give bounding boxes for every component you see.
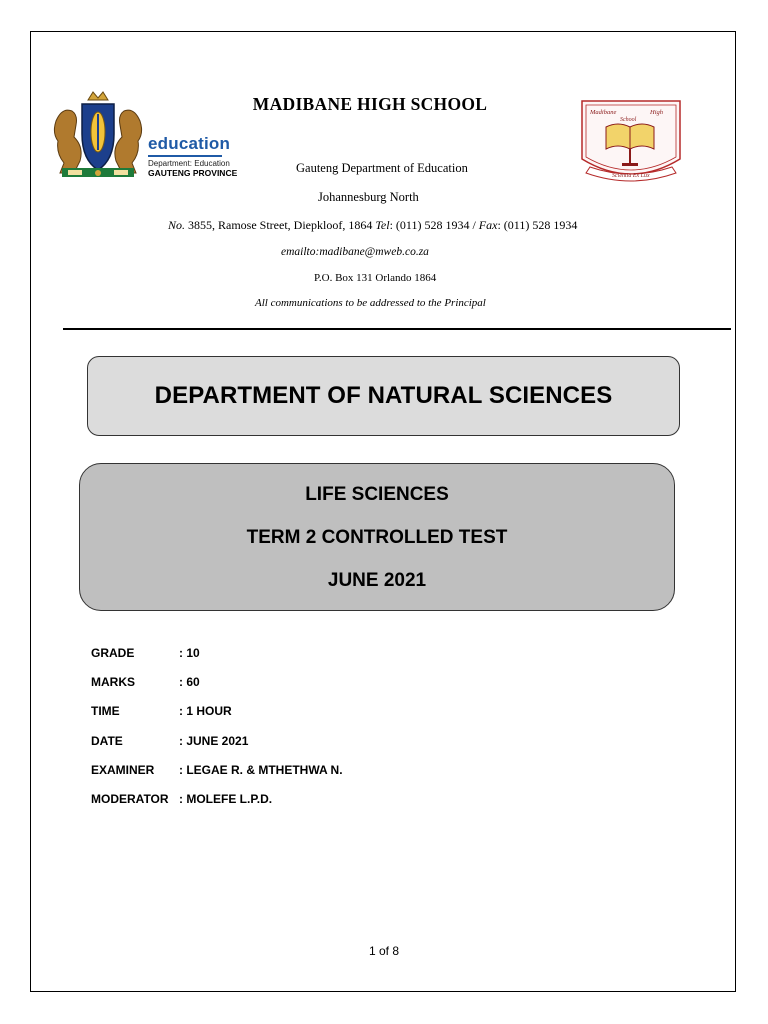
department-title: DEPARTMENT OF NATURAL SCIENCES (154, 382, 613, 409)
detail-label: MARKS (91, 675, 135, 690)
logo-underline (148, 155, 222, 157)
fax-number: : (011) 528 1934 (497, 218, 578, 232)
address-street: 3855, Ramose Street, Diepkloof, 1864 (185, 218, 376, 232)
detail-value: : 60 (179, 675, 200, 690)
logo-province: GAUTENG PROVINCE (148, 168, 238, 178)
svg-text:High: High (650, 109, 663, 116)
test-title-box (79, 463, 675, 611)
department-line: Gauteng Department of Education (296, 161, 468, 175)
page-number: 1 of 8 (368, 944, 400, 958)
crest-text (148, 134, 237, 178)
email-line[interactable]: emailto:madibane@mweb.co.za (281, 246, 429, 258)
test-title: TERM 2 CONTROLLED TEST (246, 527, 508, 548)
detail-value: : 10 (179, 646, 200, 660)
tel-label: Tel (375, 218, 390, 232)
svg-text:School: School (620, 117, 637, 123)
school-name: MADIBANE HIGH SCHOOL (252, 94, 488, 114)
fax-label: Fax (478, 218, 498, 232)
detail-label: MODERATOR (91, 791, 169, 806)
district-line: Johannesburg North (318, 190, 419, 204)
logo-word: education (148, 134, 231, 153)
department-title-box (87, 356, 680, 436)
detail-value: : MOLEFE L.P.D. (179, 791, 273, 806)
school-seal-logo (576, 97, 686, 185)
svg-text:Madibane: Madibane (590, 109, 617, 116)
tel-number: : (011) 528 1934 / (389, 218, 479, 232)
test-date: JUNE 2021 (327, 570, 427, 591)
po-box-line: P.O. Box 131 Orlando 1864 (314, 272, 437, 284)
communications-line: All communications to be addressed to the Principal (255, 297, 486, 309)
logo-dept: Department: Education (148, 159, 230, 168)
detail-label: DATE (91, 733, 123, 748)
detail-label: GRADE (91, 646, 135, 660)
detail-value: : JUNE 2021 (179, 733, 249, 748)
detail-label: EXAMINER (91, 762, 155, 777)
detail-label: TIME (91, 704, 120, 719)
address-line (168, 218, 577, 233)
detail-value: : 1 HOUR (179, 704, 232, 719)
svg-text:Scientia Ex Lux: Scientia Ex Lux (612, 173, 650, 179)
address-no-label: No. (168, 218, 186, 232)
header-divider (63, 328, 731, 330)
subject-title: LIFE SCIENCES (305, 484, 449, 505)
detail-value: : LEGAE R. & MTHETHWA N. (179, 762, 343, 777)
